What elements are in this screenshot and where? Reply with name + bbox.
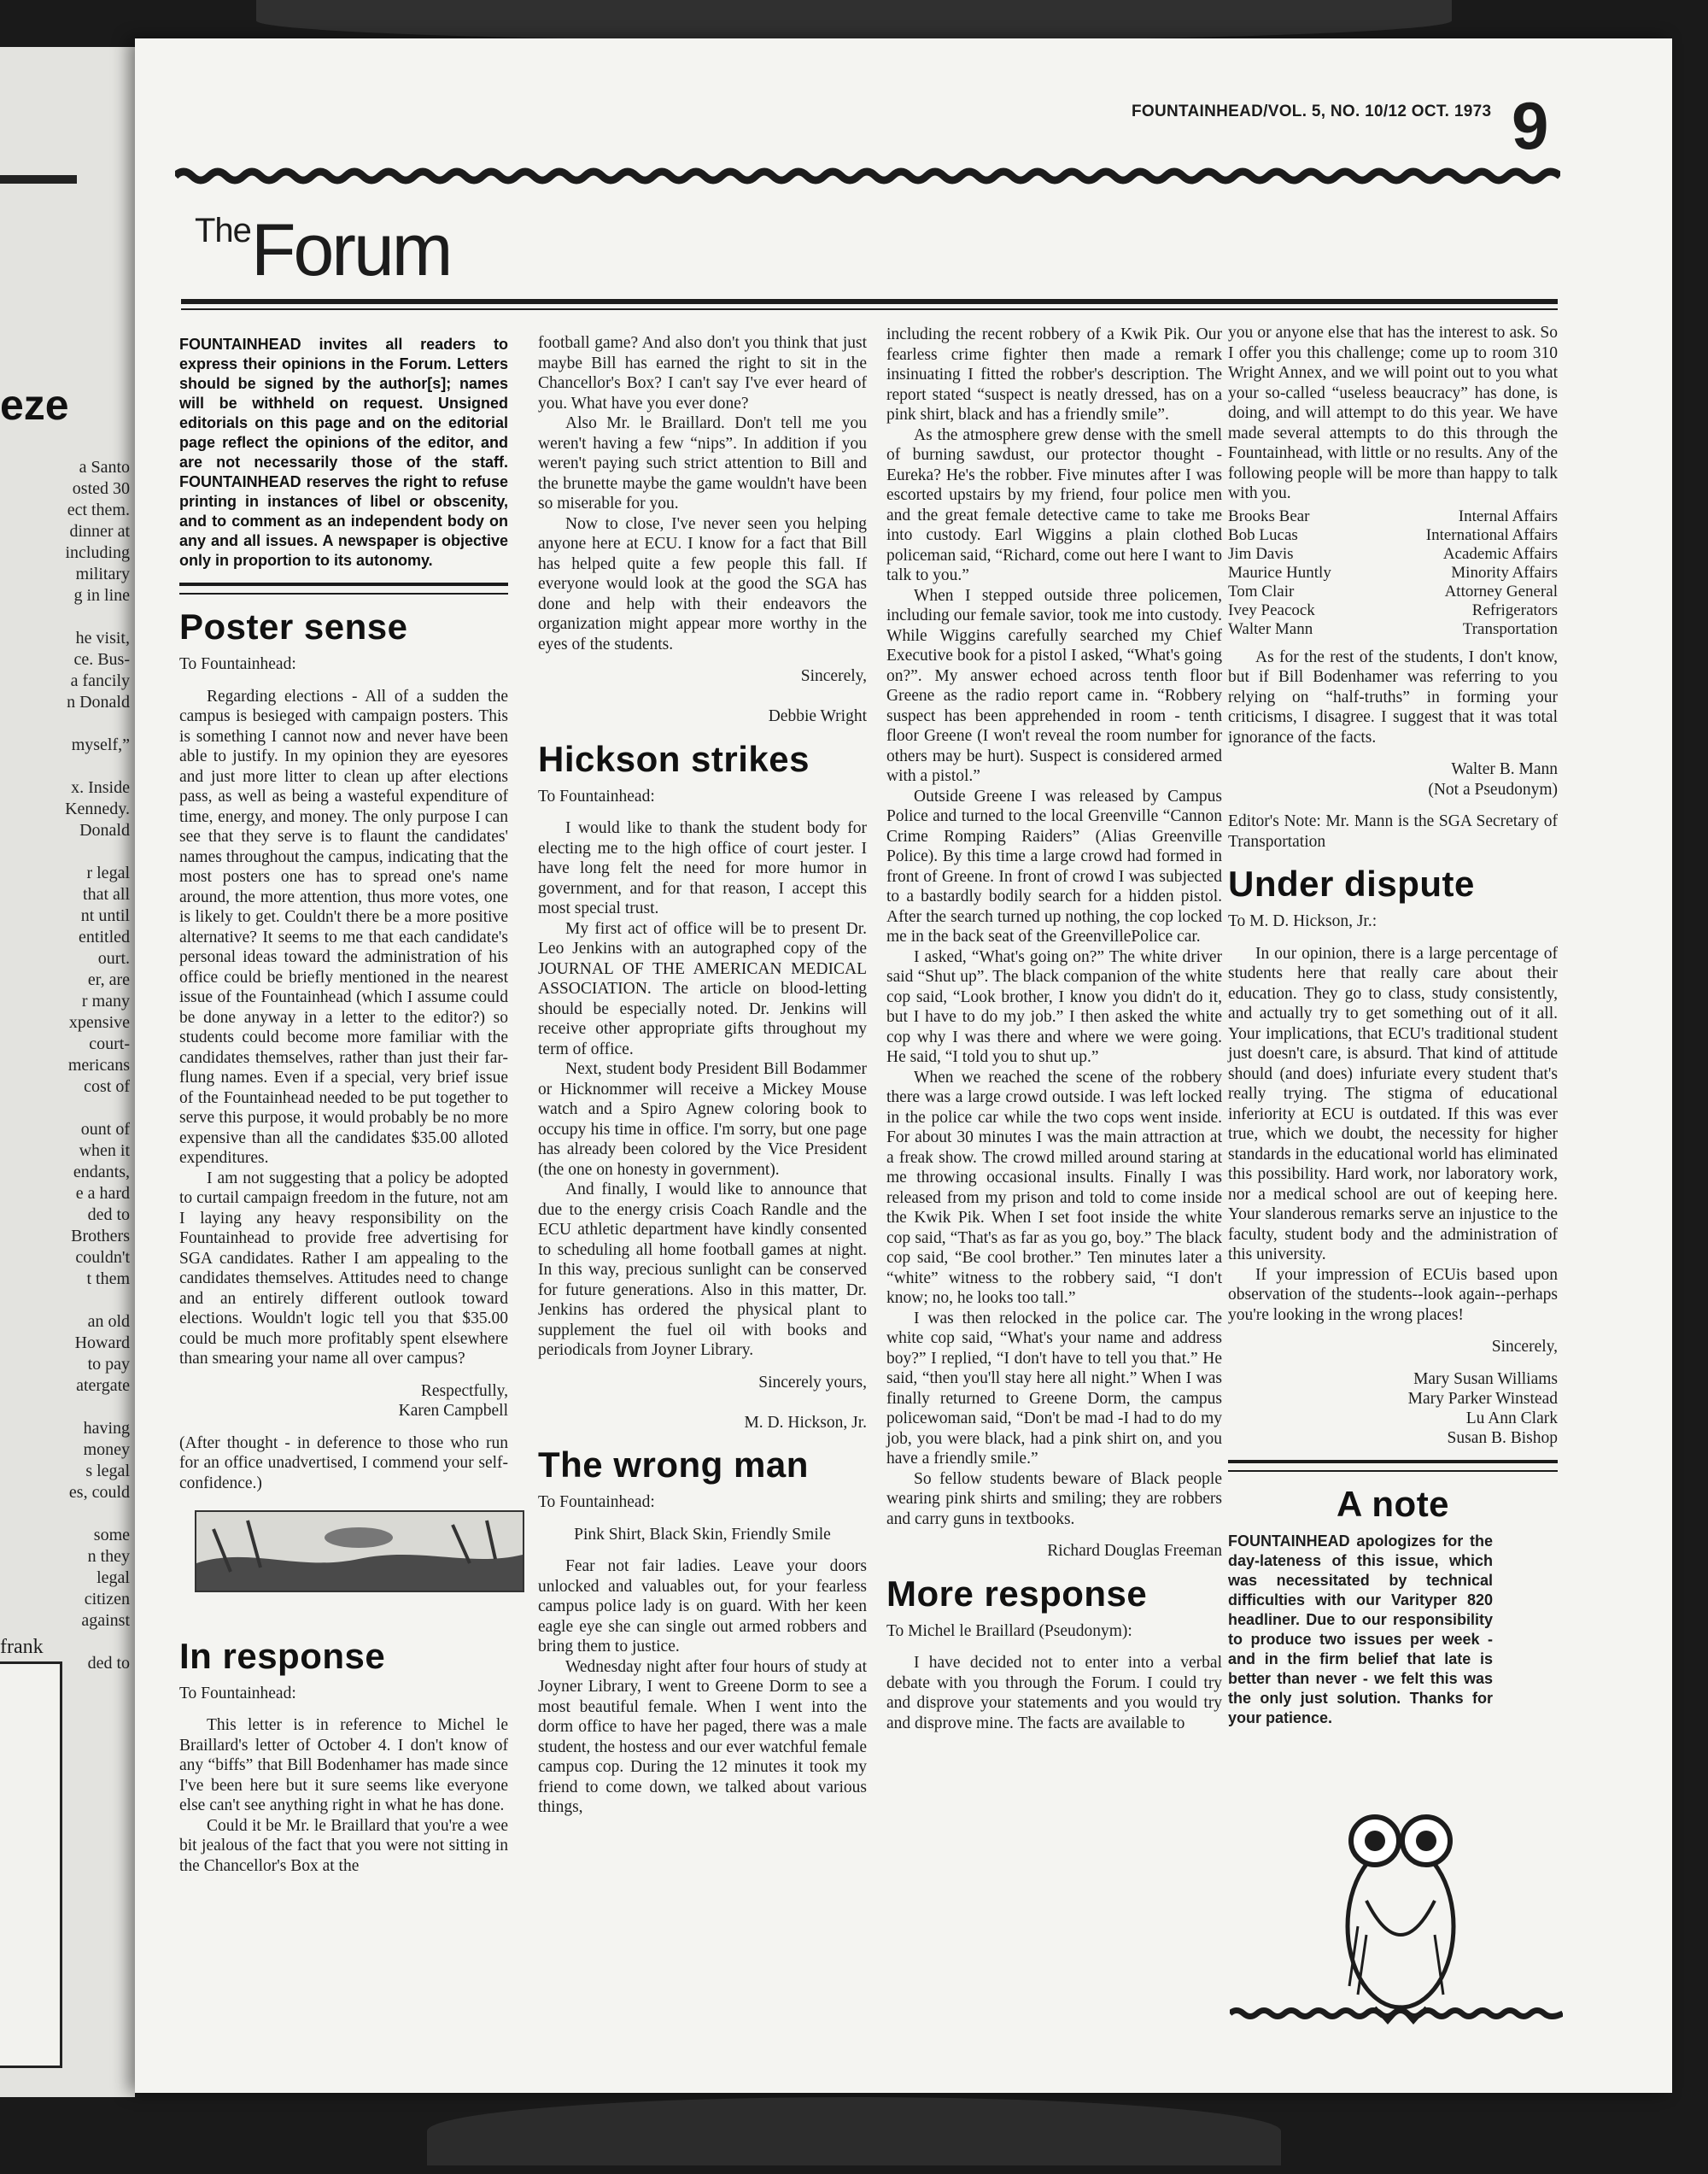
forum-section-title	[195, 209, 451, 291]
prev-page-line	[2, 841, 130, 863]
salutation: To Michel le Braillard (Pseudonym):	[886, 1621, 1132, 1640]
column-3	[886, 325, 1222, 1733]
prev-page-line: osted 30	[72, 479, 130, 498]
prev-page-line: r many	[81, 992, 130, 1011]
prev-page-line: er, are	[87, 970, 130, 989]
prev-page-line: Howard	[74, 1333, 130, 1352]
prev-page-headline: eze	[0, 381, 69, 429]
prev-page-line: cost of	[84, 1077, 130, 1096]
prev-page-line: t them	[86, 1269, 130, 1288]
signer-name: Mary Parker Winstead	[1407, 1389, 1558, 1408]
prev-page-line: ect them.	[67, 501, 130, 519]
prev-page-line: ded to	[87, 1205, 130, 1224]
headline-a-note: A note	[1336, 1483, 1450, 1524]
roster-name: Walter Mann	[1228, 619, 1313, 638]
paragraph: I asked, “What's going on?” The white driver said “Shut up”. The black companion of the white cop said, “Look brother, I know you didn't do it, but I have to do my job.” I then asked the white cop why I was there and where we were going. He said, “I told you to shut up.”	[886, 947, 1222, 1066]
salutation: To Fountainhead:	[538, 787, 655, 806]
paragraph: As for the rest of the students, I don't know, but if Bill Bodenhamer was referring to you relying on “half-truths” in forming your criticisms, I disagree. I suggest that it was total ignorance of the facts.	[1228, 648, 1558, 747]
prev-page-line	[2, 1290, 130, 1311]
prev-page-line	[2, 606, 130, 628]
forum-intro: FOUNTAINHEAD invites all readers to express their opinions in the Forum. Letters should be signed by the author[s]; names will be withheld on request. Unsigned editorials on this page and on the editorial page reflect the opinions of the editor, and are not necessarily those of the staff. FOUNTAINHEAD reserves the right to refuse printing in instances of libel or obscenity, and to comment as an independent body on any and all issues. A newspaper is objective only in proportion to its autonomy.	[179, 336, 508, 569]
signature-sincerely: Sincerely,	[1491, 1338, 1558, 1356]
paragraph: Now to close, I've never seen you helping anyone here at ECU. I know for a fact that Bill has helped quite a few people this fall. If everyone would look at the good the SGA has done and help with their endeavors the organization might appear more worthy in the eyes of the students.	[538, 514, 867, 653]
owl-illustration	[1307, 1798, 1477, 2029]
signature: Sincerely, Debbie Wright	[768, 667, 867, 725]
paragraph: I was then relocked in the police car. The white cop said, “What's your name and address boy?” I replied, “I don't have to tell you that.” He said, “then you'll stay here all night.” When I was finally returned to Greene Dorm, the campus policewoman said, “Don't be mad -I had to do my job, you were black, had a pink shirt on, and you have a friendly smile.”	[886, 1309, 1222, 1468]
page-number: 9	[1512, 88, 1549, 163]
prev-page-line: when it	[79, 1141, 130, 1160]
roster-name: Brooks Bear	[1228, 507, 1310, 525]
prev-page-line	[2, 1098, 130, 1119]
column-1	[179, 335, 508, 1876]
paragraph: This letter is in reference to Michel le Braillard's letter of October 4. I don't know of any “biffs” that Bill Bodenhamer has made since I've been here but it sure seems like everyone else can't see anything right in what he has done.	[179, 1716, 508, 1814]
paragraph: I would like to thank the student body for electing me to the high office of court jester. I have long felt the need for more humor in government, and for that reason, I accept this most special trust.	[538, 819, 867, 917]
prev-page-line: Kennedy.	[65, 800, 130, 818]
paragraph: As the atmosphere grew dense with the smell of burning sawdust, our protector thought - Eureka? He's the robber. Five minutes after I was escorted upstairs by my friend, four police men and the great female detective came to take me into custody. Earl Wiggins a plain clothed policeman said, “Richard, come out here I want to talk to you.”	[886, 425, 1222, 584]
roster-role: Refrigerators	[1471, 601, 1558, 619]
prev-page-frank: frank	[0, 1636, 44, 1658]
paragraph: I have decided not to enter into a verbal debate with you through the Forum. I could try and disprove your statements and you would try and disprove mine. The facts are available to	[886, 1654, 1222, 1732]
prev-page-line: including	[65, 543, 130, 562]
after-thought: (After thought - in deference to those who run for an office unadvertised, I commend your self-confidence.)	[179, 1433, 508, 1492]
editors-note: Editor's Note: Mr. Mann is the SGA Secretary of Transportation	[1228, 812, 1558, 851]
roster-role: Attorney General	[1444, 582, 1558, 601]
prev-page-line	[2, 1503, 130, 1525]
prev-page-line: ce. Bus-	[73, 650, 130, 669]
paragraph: And finally, I would like to announce that due to the energy crisis Coach Randle and the ECU athletic department have kindly consented to scheduling all home football games at night. In this way, precious sunlight can be conserved for future generations. Also in this matter, Dr. Jenkins has ordered the physical plant to supplement the fuel oil with books and periodicals from Joyner Library.	[538, 1181, 867, 1359]
prev-page-line: atergate	[76, 1376, 130, 1395]
prev-page-line: citizen	[84, 1590, 130, 1609]
paragraph: you or anyone else that has the interest to ask. So I offer you this challenge; come up to room 310 Wright Annex, and we will point out to you what your so-called “useless beaucracy” has done, is doing, and will attempt to do this year. We have made several attempts to do this through the Fountainhead, with little or no results. Any of the following people will be more than happy to talk with you.	[1228, 324, 1558, 502]
prev-page-text	[2, 457, 130, 1674]
roster-name: Bob Lucas	[1228, 525, 1298, 544]
sga-roster	[1228, 507, 1558, 639]
masthead-line: FOUNTAINHEAD/VOL. 5, NO. 10/12 OCT. 1973	[1132, 103, 1492, 120]
prev-page-line: n they	[87, 1547, 130, 1566]
roster-role: Transportation	[1462, 619, 1558, 638]
prev-page-line: Brothers	[71, 1227, 130, 1245]
prev-page-line: money	[83, 1440, 130, 1459]
headline-hickson-strikes: Hickson strikes	[538, 738, 810, 779]
paragraph: football game? And also don't you think that just maybe Bill has earned the right to sit in the Chancellor's Box? I can't say I've ever heard of you. What have you ever done?	[538, 334, 867, 413]
prev-page-line: having	[83, 1419, 130, 1438]
paragraph: In our opinion, there is a large percentage of students here that really care about their education. They go to class, study consistently, and actually try to get something out of it all. Your implications, that ECU's traditional student just doesn't care, is absurd. That kind of attitude should (and does) infuriate every student that's really trying. The stigma of educational inferiority at ECU is outdated. If this was ever true, which we doubt, the necessity for higher standards in the educational world has eliminated this possibility. Hard work, nor laboratory work, nor a medical school are out of keeping here. Your slanderous remarks serve an injustice to the faculty, student body and the administration of this university.	[1228, 944, 1558, 1263]
prev-page-line: a Santo	[79, 458, 130, 477]
prev-page-line: a fancily	[70, 671, 130, 690]
headline-more-response: More response	[886, 1573, 1148, 1614]
signer-name: Lu Ann Clark	[1465, 1409, 1558, 1427]
paragraph: Wednesday night after four hours of study at Joyner Library, I went to Greene Dorm to see a most beautiful female. When I went into the dorm office to have her paged, there was a male student, the hostess and our ever watchful female campus cop. During the 12 minutes it took my friend to come down, we talked about various things,	[538, 1657, 867, 1816]
prev-page-line: couldn't	[75, 1248, 130, 1267]
subtitle: Pink Shirt, Black Skin, Friendly Smile	[574, 1525, 831, 1544]
signers-list	[1228, 1369, 1558, 1448]
salutation: To Fountainhead:	[179, 1684, 296, 1702]
prev-page-line	[2, 756, 130, 777]
signature: Sincerely yours, M. D. Hickson, Jr.	[744, 1373, 867, 1432]
title-rule-thick	[181, 299, 1558, 304]
paragraph: Also Mr. le Braillard. Don't tell me you weren't having a few “nips”. In addition if you weren't paying such strict attention to Bill and the brunette maybe the game wouldn't have been so miserable for you.	[538, 414, 867, 513]
title-forum: Forum	[250, 209, 451, 291]
scan-shadow-top	[256, 0, 1452, 41]
paragraph: including the recent robbery of a Kwik Pik. Our fearless crime fighter then made a remark insinuating I fitted the robber's description. The report stated “suspect is neatly dressed, has on a pink shirt, black and has a friendly smile”.	[886, 325, 1222, 424]
prev-page-cartoon	[0, 1661, 62, 2068]
prev-page-line: some	[93, 1526, 130, 1544]
roster-name: Ivey Peacock	[1228, 601, 1315, 619]
previous-page-sliver	[0, 47, 135, 2097]
bottom-wavy-rule	[1230, 2007, 1563, 2019]
title-the: The	[195, 212, 251, 249]
prev-page-line: ded to	[87, 1654, 130, 1673]
prev-page-line: r legal	[86, 864, 130, 882]
title-rule-thin	[181, 308, 1558, 310]
prev-page-line: against	[81, 1611, 130, 1630]
column-divider	[1228, 1460, 1558, 1472]
prev-page-line: ount of	[80, 1120, 130, 1139]
prev-page-line: nt until	[80, 906, 130, 925]
salutation: To Fountainhead:	[538, 1493, 655, 1511]
prev-page-line: myself,”	[71, 735, 130, 754]
prev-page-line: legal	[97, 1568, 130, 1587]
headline-under-dispute: Under dispute	[1228, 864, 1475, 904]
paragraph: If your impression of ECUis based upon observation of the students--look again--perhaps you're looking in the wrong places!	[1228, 1265, 1558, 1324]
prev-page-line: mericans	[67, 1056, 130, 1075]
roster-role: Minority Affairs	[1451, 563, 1558, 582]
scan-shadow-bottom	[427, 2097, 1281, 2165]
signature: Respectfully, Karen Campbell	[398, 1381, 508, 1420]
roster-role: Academic Affairs	[1442, 544, 1558, 563]
paragraph: Could it be Mr. le Braillard that you're a wee bit jealous of the fact that you were not sitting in the Chancellor's Box at the	[179, 1816, 508, 1875]
column-divider	[179, 583, 508, 595]
paragraph: When I stepped outside three policemen, including our female savior, took me into custody. While Wiggins carefully searched my Chief Executive book for a pistol I asked, “What's going on?”. My answer echoed across tenth floor Greene as the radio report came in. “Robbery suspect has been apprehended in room - tenth floor Greene (I won't reveal the room number for others may be hurt). Suspect is considered armed with a pistol.”	[886, 586, 1222, 785]
headline-in-response: In response	[179, 1635, 386, 1676]
prev-page-rule	[0, 175, 77, 184]
paragraph: My first act of office will be to present Dr. Leo Jenkins with an autographed copy of the JOURNAL OF THE AMERICAN MEDICAL ASSOCIATION. The article on blood-letting should be especially noted. Dr. Jenkins will receive other appropriate gifts throughout my term of office.	[538, 919, 867, 1058]
prev-page-line: court-	[89, 1034, 130, 1053]
prev-page-line: dinner at	[69, 522, 130, 541]
signature: Richard Douglas Freeman	[1047, 1542, 1222, 1560]
salutation: To Fountainhead:	[179, 655, 296, 673]
prev-page-line: ourt.	[97, 949, 130, 968]
paragraph: Fear not fair ladies. Leave your doors unlocked and valuables out, for your fearless campus police lady is on guard. With her keen eagle eye she can single out armed robbers and bring them to justice.	[538, 1557, 867, 1655]
prev-page-line: to pay	[87, 1355, 130, 1374]
landscape-illustration	[195, 1510, 524, 1592]
prev-page-line: n Donald	[67, 693, 130, 712]
paragraph: I am not suggesting that a policy be adopted to curtail campaign freedom in the future, not am I laying any heavy responsibility on the Fountainhead to provide free advertising for SGA candidates. Rather I am appealing to the candidates themselves. Attitudes need to change and an entirely different outlook toward elections. Wouldn't logic tell you that $35.00 could be much more profitably spent elsewhere than smearing your name all over campus?	[179, 1169, 508, 1368]
paragraph: Next, student body President Bill Bodammer or Hicknommer will receive a Mickey Mouse watch and a Spiro Agnew coloring book to occupy his time in office. I'm sorry, but one page has already been colored by the Vice President (the one on honesty in government).	[538, 1060, 867, 1179]
signature: Walter B. Mann (Not a Pseudonym)	[1428, 760, 1558, 799]
prev-page-line	[2, 1397, 130, 1418]
signer-name: Susan B. Bishop	[1447, 1428, 1558, 1447]
column-4	[1228, 323, 1558, 1728]
top-wavy-rule	[175, 167, 1560, 185]
headline-the-wrong-man: The wrong man	[538, 1444, 809, 1485]
prev-page-line: that all	[83, 885, 130, 904]
prev-page-line: xpensive	[68, 1013, 130, 1032]
paragraph: Outside Greene I was released by Campus Police and turned to the local Greenville “Cannon Crime Romping Raiders” (Alias Greenville Police). By this time a large crowd had formed in front of Greene. In front of crowd I was subjected to a bastardly bodily search for a hidden pistol. After the search turned up nothing, the cop locked me in the back seat of the GreenvillePolice car.	[886, 787, 1222, 946]
prev-page-line: g in line	[73, 586, 130, 605]
headline-poster-sense: Poster sense	[179, 606, 408, 647]
prev-page-line: he visit,	[75, 629, 130, 648]
prev-page-line: x. Inside	[71, 778, 130, 797]
column-2	[538, 333, 867, 1818]
signer-name: Mary Susan Williams	[1413, 1369, 1558, 1388]
note-body: FOUNTAINHEAD apologizes for the day-lateness of this issue, which was necessitated by technical difficulties with our Varityper 820 headliner. Due to our responsibility to produce two issues per week - and in the firm belief that late is better than never - we felt this was the only just solution. Thanks for your patience.	[1228, 1532, 1493, 1726]
paragraph: So fellow students beware of Black people wearing pink shirts and smiling; they are robbers and carry guns in textbooks.	[886, 1469, 1222, 1528]
roster-name: Tom Clair	[1228, 582, 1295, 601]
prev-page-line: e a hard	[75, 1184, 130, 1203]
prev-page-line: Donald	[79, 821, 130, 840]
prev-page-line: s legal	[85, 1462, 130, 1480]
prev-page-line: es, could	[68, 1483, 130, 1502]
roster-name: Jim Davis	[1228, 544, 1294, 563]
prev-page-line	[2, 713, 130, 735]
roster-name: Maurice Huntly	[1228, 563, 1331, 582]
roster-role: Internal Affairs	[1458, 507, 1558, 525]
prev-page-line: military	[75, 565, 130, 583]
prev-page-line: endants,	[73, 1163, 130, 1181]
paragraph: When we reached the scene of the robbery there was a large crowd outside. I was left locked in the police car while the two cops went inside. For about 30 minutes I was the main attraction at a freak show. The crowd milled around staring at me throwing occasional insults. Finally I was released from my prison and told to come inside the Kwik Pik. When I set foot inside the white cop said, “That's as far as you go, boy.” The black cop said, “Be cool brother.” Ten minutes later a “white” witness to the robbery said, “I don't know; no, he looks too tall.”	[886, 1068, 1222, 1307]
prev-page-line: entitled	[79, 928, 130, 946]
roster-role: International Affairs	[1425, 525, 1558, 544]
prev-page-line: an old	[87, 1312, 130, 1331]
paragraph: Regarding elections - All of a sudden the campus is besieged with campaign posters. This is something I cannot now and never have been able to justify. In my opinion they are eyesores and just more litter to clean up after elections pass, as well as being a wasteful expenditure of time, energy, and money. The only purpose I can see that they serve is to flaunt the candidates' names throughout the campus, indicating that the most posters one has to spread one's name around, the more attention, thus more votes, one is likely to get. Couldn't there be a more positive alternative? It seems to me that each candidate's personal ideas toward the administration of his office could be briefly mentioned in the nearest issue of the Fountainhead (which I assume could be done anyway in a letter to the editor?) so students could become more familiar with the candidates themselves, rather than just their far-flung names. Even if a special, very brief issue of the Fountainhead needed to be put together to serve this purpose, it would probably be no more expensive than all the candidates $35.00 alloted expenditures.	[179, 687, 508, 1167]
salutation: To M. D. Hickson, Jr.:	[1228, 912, 1378, 930]
